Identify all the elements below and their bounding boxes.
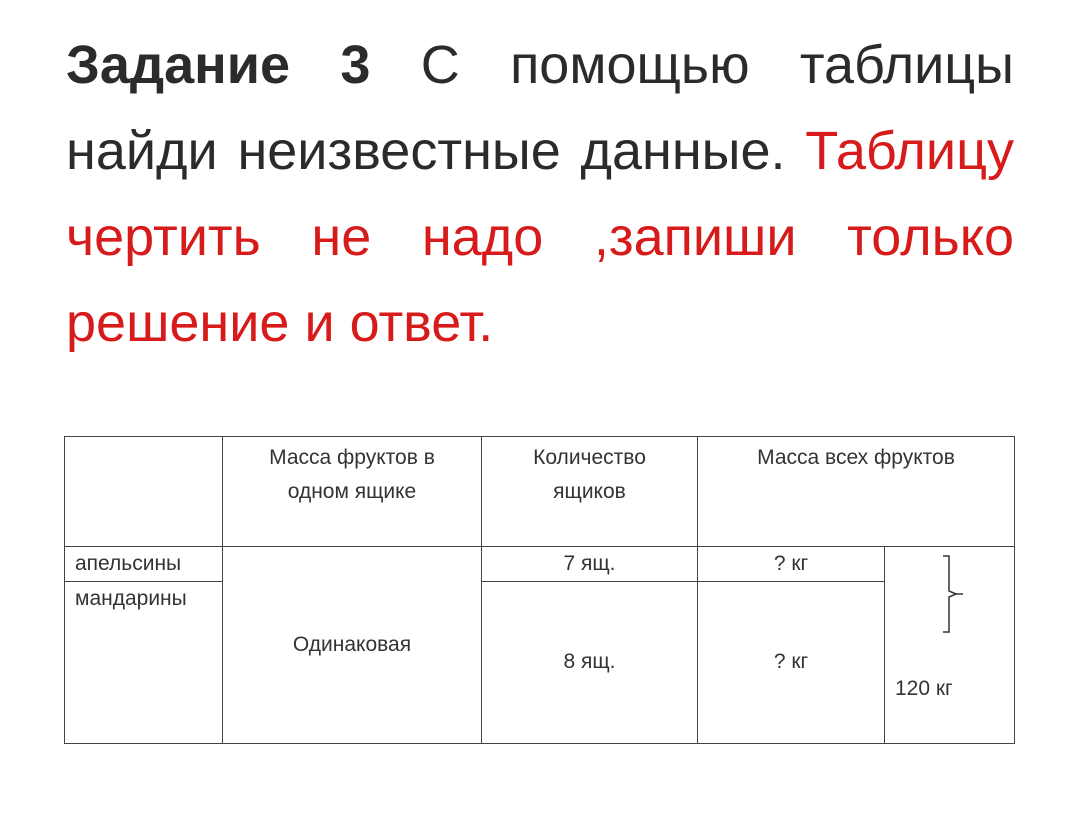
fruit-table	[64, 436, 1015, 744]
task-number: Задание 3	[66, 35, 371, 95]
boxes-tangerines: 8 ящ.	[482, 581, 698, 743]
header-mass-per-box-line2: одном ящике	[287, 480, 417, 503]
header-total-mass	[698, 437, 1015, 547]
table-row	[65, 581, 1015, 743]
header-box-count	[482, 437, 698, 547]
total-cell	[885, 546, 1015, 743]
boxes-oranges: 7 ящ.	[482, 546, 698, 581]
task-text	[66, 22, 1014, 366]
header-mass-per-box	[223, 437, 482, 547]
mass-oranges: ? кг	[698, 546, 885, 581]
header-box-count-line2: ящиков	[553, 480, 626, 503]
row-label-oranges: апельсины	[65, 546, 223, 581]
header-box-count-line1: Количество	[533, 446, 646, 469]
curly-brace-icon	[939, 555, 965, 633]
header-mass-per-box-line1: Масса фруктов в	[269, 446, 435, 469]
total-mass-value: 120 кг	[895, 676, 953, 700]
header-total-mass-label: Масса всех фруктов	[757, 446, 955, 469]
table-header-row	[65, 437, 1015, 547]
task-note: Таблицу чертить не надо ,запиши только решение и ответ.	[66, 121, 1014, 353]
mass-tangerines: ? кг	[698, 581, 885, 743]
mass-per-box-value: Одинаковая	[223, 546, 482, 743]
task-instruction: С помощью таблицы найди неизвестные данные.	[66, 35, 1014, 181]
header-empty-cell	[65, 437, 223, 547]
table-row	[65, 546, 1015, 581]
row-label-tangerines: мандарины	[65, 581, 223, 743]
